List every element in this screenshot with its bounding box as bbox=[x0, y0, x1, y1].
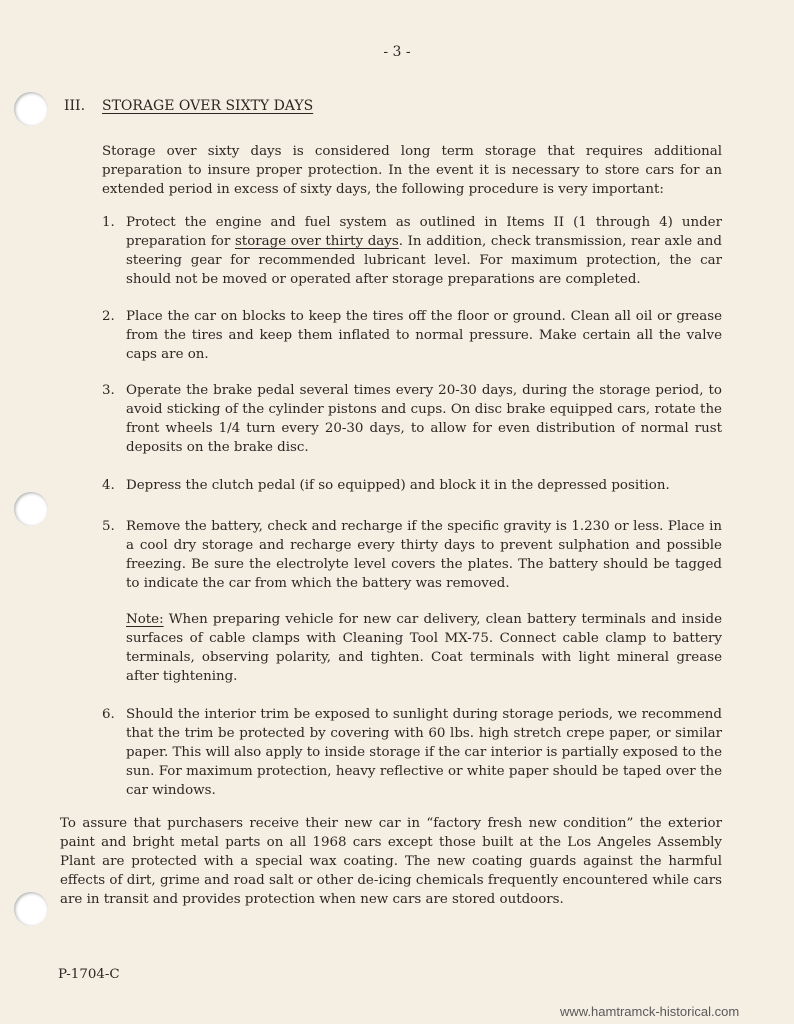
closing-paragraph: To assure that purchasers receive their new car in “factory fresh new condition” the exterior paint and bright metal parts on all 1968 cars except those built at the Los Angeles Assembly Plant are protected with a special wax coating. The new coating guards against the harmful effects of dirt, grime and road salt or other de-icing chemicals frequently encountered while cars are in transit and provides protection when new cars are stored outdoors. bbox=[60, 816, 722, 907]
punch-hole bbox=[14, 92, 48, 126]
section-heading bbox=[64, 98, 313, 114]
item-number: 4. bbox=[102, 478, 115, 493]
item-text: Protect the engine and fuel system as outlined in Items II (1 through 4) under preparation for storage over thirty days. In addition, check transmission, rear axle and steering gear for recommended lubricant level. For maximum protection, the car should not be moved or operated after storage preparations are completed. bbox=[126, 215, 723, 287]
item-text: Operate the brake pedal several times every 20-30 days, during the storage period, to avoid sticking of the cylinder pistons and cups. On disc brake equipped cars, rotate the front wheels 1/4 turn every 20-30 days, to allow for even distribution of normal rust deposits on the brake disc. bbox=[126, 383, 722, 455]
note-label: Note: bbox=[126, 612, 164, 627]
list-item bbox=[102, 213, 722, 289]
item-text: Should the interior trim be exposed to sunlight during storage periods, we recommend that the trim be protected by covering with 60 lbs. high stretch crepe paper, or similar paper. This will also apply to inside storage if the car interior is partially exposed to the sun. For maximum protection, heavy reflective or white paper should be taped over the car windows. bbox=[126, 707, 722, 798]
intro-paragraph: Storage over sixty days is considered long term storage that requires additional preparation to insure proper protection. In the event it is necessary to store cars for an extended period in excess of sixty days, the following procedure is very important: bbox=[102, 144, 722, 197]
section-title: STORAGE OVER SIXTY DAYS bbox=[102, 98, 314, 114]
document-code: P-1704-C bbox=[58, 967, 120, 982]
item-text: Place the car on blocks to keep the tires off the floor or ground. Clean all oil or grease from the tires and keep them inflated to normal pressure. Make certain all the valve caps are on. bbox=[126, 309, 722, 362]
list-item bbox=[102, 705, 722, 800]
punch-hole bbox=[14, 492, 48, 526]
punch-hole bbox=[14, 892, 48, 926]
list-item bbox=[102, 307, 722, 364]
item-number: 6. bbox=[102, 707, 115, 722]
item-number: 3. bbox=[102, 383, 115, 398]
item-number: 1. bbox=[102, 215, 115, 230]
item-text: Depress the clutch pedal (if so equipped) and block it in the depressed position. bbox=[126, 478, 670, 493]
underlined-phrase: storage over thirty days bbox=[234, 234, 399, 249]
item-number: 5. bbox=[102, 519, 115, 534]
note-paragraph bbox=[126, 610, 722, 686]
item-number: 2. bbox=[102, 309, 115, 324]
note-text: When preparing vehicle for new car delivery, clean battery terminals and inside surfaces of cable clamps with Cleaning Tool MX-75. Connect cable clamp to battery terminals, observing polarity, and tighten. Coat terminals with light mineral grease after tightening. bbox=[126, 612, 722, 684]
section-number: III. bbox=[64, 98, 86, 114]
page-number: - 3 - bbox=[383, 44, 411, 60]
list-item bbox=[102, 381, 722, 457]
website-watermark: www.hamtramck-historical.com bbox=[560, 1004, 740, 1019]
list-item bbox=[102, 517, 722, 593]
list-item bbox=[102, 476, 722, 495]
item-text: Remove the battery, check and recharge if the specific gravity is 1.230 or less. Place in a cool dry storage and recharge every thirty days to prevent sulphation and possible freezing. Be sure the electrolyte level covers the plates. The battery should be tagged to indicate the car from which the battery was removed. bbox=[126, 519, 722, 591]
